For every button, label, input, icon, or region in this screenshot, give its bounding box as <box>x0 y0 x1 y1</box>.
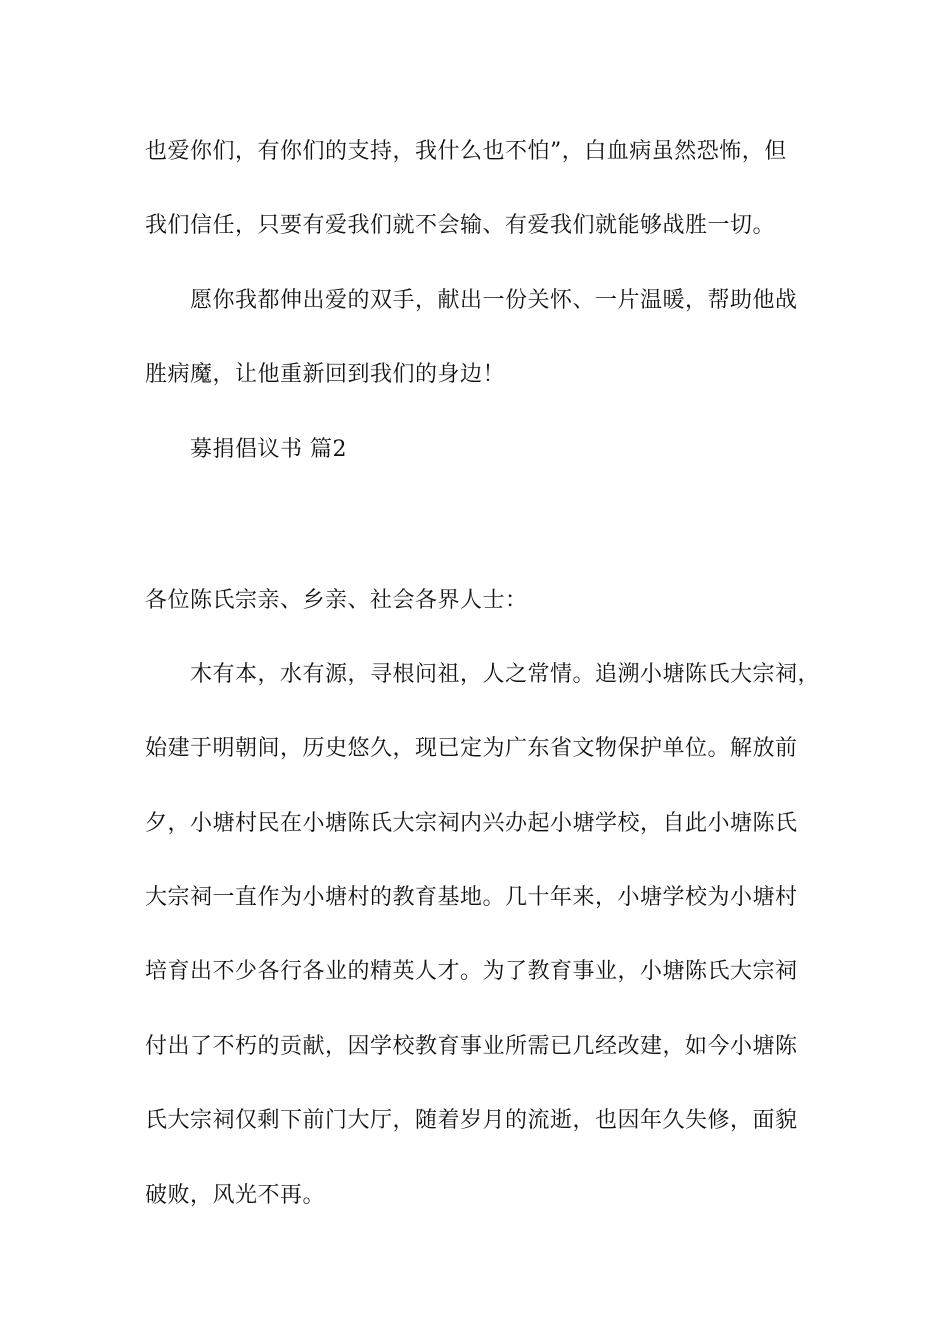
body-text-line: 胜病魔，让他重新回到我们的身边！ <box>145 362 506 387</box>
salutation-line: 各位陈氏宗亲、乡亲、社会各界人士： <box>145 588 528 613</box>
body-text-line: 也爱你们，有你们的支持，我什么也不怕”，白血病虽然恐怖，但 <box>145 139 787 164</box>
body-text-line: 大宗祠一直作为小塘村的教育基地。几十年来，小塘学校为小塘村 <box>145 885 798 910</box>
body-text-line: 付出了不朽的贡献，因学校教育事业所需已几经改建，如今小塘陈 <box>145 1034 798 1059</box>
paragraph-start-line: 木有本，水有源，寻根问祖，人之常情。追溯小塘陈氏大宗祠， <box>190 662 821 687</box>
body-text-line: 我们信任，只要有爱我们就不会输、有爱我们就能够战胜一切。 <box>145 213 776 238</box>
body-text-line: 破败，风光不再。 <box>145 1183 326 1208</box>
body-text-line: 氏大宗祠仅剩下前门大厅，随着岁月的流逝，也因年久失修，面貌 <box>145 1108 798 1133</box>
paragraph-start-line: 愿你我都伸出爱的双手，献出一份关怀、一片温暖，帮助他战 <box>190 288 798 313</box>
body-text-line: 始建于明朝间，历史悠久，现已定为广东省文物保护单位。解放前 <box>145 736 798 761</box>
body-text-line: 夕，小塘村民在小塘陈氏大宗祠内兴办起小塘学校，自此小塘陈氏 <box>145 811 798 836</box>
section-heading: 募捐倡议书 篇2 <box>190 437 347 462</box>
body-text-line: 培育出不少各行各业的精英人才。为了教育事业，小塘陈氏大宗祠 <box>145 959 798 984</box>
